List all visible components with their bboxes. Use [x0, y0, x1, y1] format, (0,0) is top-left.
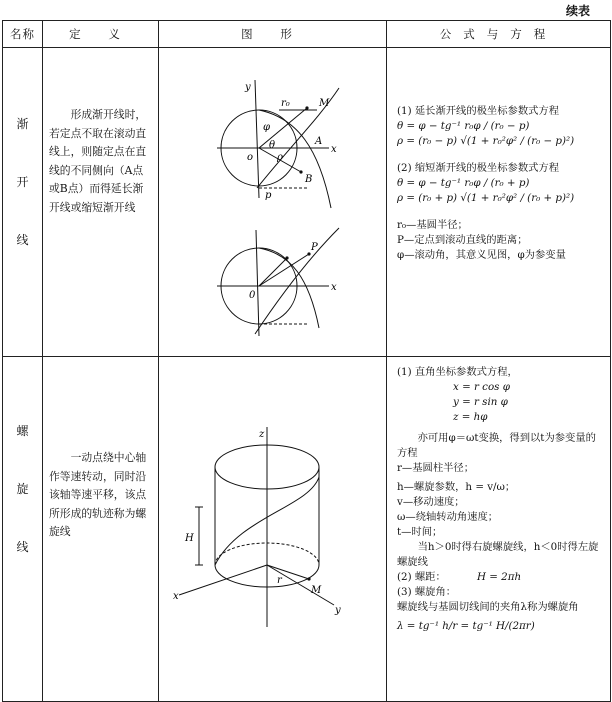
fig-label: M — [319, 98, 330, 109]
fig-label: θ — [269, 140, 276, 151]
fig-label: x — [331, 282, 337, 293]
fig-label: y — [245, 82, 251, 93]
header-name: 名称 — [3, 21, 43, 48]
note: 螺旋线与基圆切线间的夹角λ称为螺旋角 — [397, 601, 579, 613]
formula-cell-helix — [387, 357, 611, 702]
table-header-row — [3, 21, 611, 48]
name-char: 旋 — [16, 482, 29, 496]
formula-item: (3) 螺旋角： — [397, 586, 457, 598]
name-char: 渐 — [16, 117, 29, 131]
figure-cell-helix — [159, 357, 387, 702]
definition-text: 形成渐开线时，若定点不取在滚动直线上，则随定点在直线的不同侧向（A点或B点）而得延长渐开线或缩短渐开线 — [49, 108, 147, 214]
note: φ—滚动角，其意义见图，φ为参变量 — [397, 249, 566, 261]
equation: H = 2πh — [477, 571, 522, 583]
equation: x = r cos φ — [453, 381, 510, 393]
fig-label: 0 — [249, 290, 256, 301]
note: 亦可用φ＝ωt变换，得到以t为参变量的方程 — [397, 432, 596, 459]
formula-title: (1) 直角坐标参数式方程， — [397, 366, 518, 378]
note: 当h＞0时得右旋螺旋线，h＜0时得左旋螺旋线 — [397, 541, 599, 568]
note: ω—绕轴转动角速度； — [397, 511, 499, 523]
note: t—时间； — [397, 526, 443, 538]
fig-label: M — [311, 585, 322, 596]
name-char: 开 — [16, 175, 29, 189]
header-definition: 定 义 — [43, 21, 159, 48]
formula-title: (2) 缩短渐开线的极坐标参数式方程 — [397, 162, 560, 174]
header-figure: 图 形 — [159, 21, 387, 48]
note: r—基圆柱半径； — [397, 462, 475, 474]
item-label: (2) 螺距： — [397, 571, 446, 583]
equation: ρ = (r₀ − p) √(1 + r₀²φ² / (r₀ − p)²) — [397, 135, 575, 147]
formula-cell-involute — [387, 48, 611, 357]
equation: θ = φ − tg⁻¹ r₀φ / (r₀ − p) — [397, 120, 530, 132]
fig-label: H — [185, 533, 194, 544]
name-char: 螺 — [16, 424, 29, 438]
fig-label: o — [247, 152, 254, 163]
definition-cell-involute — [43, 48, 159, 357]
equation: ρ = (r₀ + p) √(1 + r₀²φ² / (r₀ + p)²) — [397, 192, 575, 204]
note: r₀—基圆半径； — [397, 219, 468, 231]
equation: z = hφ — [453, 411, 488, 423]
continued-label: 续表 — [565, 4, 590, 18]
fig-label: r₀ — [281, 98, 290, 109]
equation: λ = tg⁻¹ h/r = tg⁻¹ H/(2πr) — [397, 620, 535, 632]
fig-label: φ — [263, 122, 271, 133]
table-row-involute — [3, 48, 611, 357]
fig-label: B — [305, 174, 313, 185]
figure-cell-involute — [159, 48, 387, 357]
formula-item — [397, 570, 604, 585]
fig-label: z — [259, 429, 265, 440]
fig-label: ρ — [277, 152, 283, 163]
definition-cell-helix — [43, 357, 159, 702]
note: P—定点到滚动直线的距离； — [397, 234, 528, 246]
fig-label: A — [315, 136, 323, 147]
equation: θ = φ − tg⁻¹ r₀φ / (r₀ + p) — [397, 177, 530, 189]
helix-diagram — [159, 357, 385, 697]
header-formula: 公式与方程 — [387, 21, 611, 48]
name-char: 线 — [16, 540, 29, 554]
equation: y = r sin φ — [453, 396, 508, 408]
name-cell-involute — [3, 48, 43, 357]
note: v—移动速度； — [397, 496, 465, 508]
fig-label: x — [331, 144, 337, 155]
table-row-helix — [3, 357, 611, 702]
fig-label: r — [277, 575, 282, 586]
note: h—螺旋参数，h = v/ω； — [397, 481, 516, 493]
formula-title: (1) 延长渐开线的极坐标参数式方程 — [397, 105, 560, 117]
fig-label: p — [265, 190, 272, 201]
fig-label: x — [173, 591, 179, 602]
definition-text: 一动点绕中心轴作等速转动，同时沿该轴等速平移，该点所形成的轨迹称为螺旋线 — [49, 451, 147, 538]
fig-label: y — [335, 605, 341, 616]
name-cell-helix — [3, 357, 43, 702]
involute-diagram — [159, 48, 385, 352]
reference-table — [2, 20, 611, 702]
name-char: 线 — [16, 233, 29, 247]
fig-label: P — [311, 242, 318, 253]
